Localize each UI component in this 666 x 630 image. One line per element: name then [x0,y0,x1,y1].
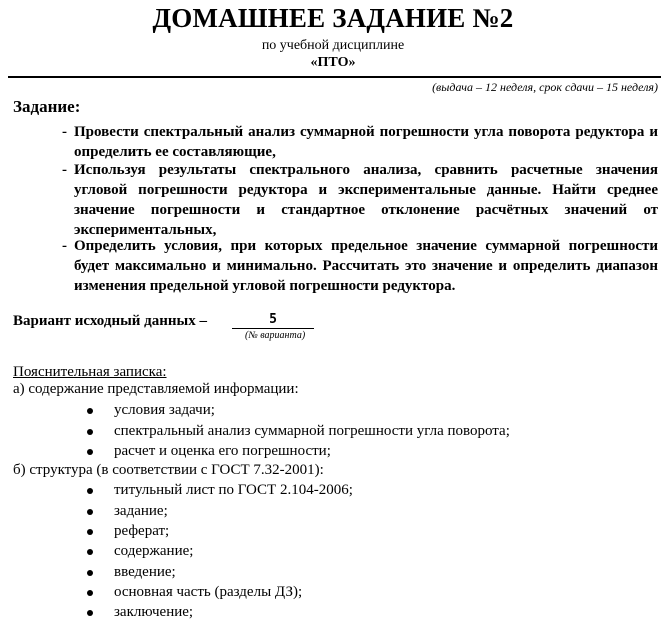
page-subtitle: по учебной дисциплине [261,38,405,53]
bullet-dot-icon [87,610,93,616]
task-item-text: Провести спектральный анализ суммарной погрешности угла поворота редуктора и определить ее составляющие, [74,124,658,160]
bullet-dot-icon [87,488,93,494]
variant-caption: (№ варианта) [245,330,306,341]
note-heading: Пояснительная записка: [13,364,167,380]
bullet-dot-icon [87,529,93,535]
deadline-note: (выдача – 12 неделя, срок сдачи – 15 неделя) [432,80,658,94]
bullet-dot-icon [87,509,93,515]
section-a-label: а) содержание представляемой информации: [13,381,299,397]
list-item [114,584,302,601]
task-heading: Задание: [13,97,81,116]
task-item [62,160,658,240]
bullet-dot-icon [87,570,93,576]
variant-label: Вариант исходный данных – [13,313,208,329]
list-item [114,423,510,440]
task-item-text: Используя результаты спектрального анализа, сравнить расчетные значения угловой погрешности редуктора и экспериментальные данные. Найти среднее значение погрешности и стандартное отклонение расчётных значений от экспериментальных, [74,162,658,238]
list-item-text: реферат; [114,523,170,539]
list-item [114,402,215,419]
dash-marker: - [62,124,67,140]
dash-marker: - [62,162,67,178]
bullet-dot-icon [87,408,93,414]
bullet-dot-icon [87,449,93,455]
header-divider [8,76,661,78]
bullet-dot-icon [87,590,93,596]
list-item-text: титульный лист по ГОСТ 2.104-2006; [114,482,353,498]
list-item-text: спектральный анализ суммарной погрешности угла поворота; [114,423,510,439]
dash-marker: - [62,238,67,254]
list-item-text: содержание; [114,543,194,559]
page-title: ДОМАШНЕЕ ЗАДАНИЕ №2 [152,3,514,33]
list-item [114,503,168,520]
task-item-text: Определить условия, при которых предельное значение суммарной погрешности будет максимально и минимально. Рассчитать это значение и определить диапазон изменения предельной угловой погрешности редуктора. [74,238,658,294]
task-item [62,236,658,296]
list-item [114,543,193,560]
list-item [114,523,169,540]
list-item [114,482,353,499]
variant-value: 5 [232,312,314,329]
course-name: «ПТО» [310,55,356,70]
bullet-dot-icon [87,429,93,435]
list-item-text: условия задачи; [114,402,215,418]
list-item-text: основная часть (разделы ДЗ); [114,584,303,600]
list-item [114,604,193,621]
task-item [62,122,658,162]
list-item-text: введение; [114,564,176,580]
list-item-text: задание; [114,503,168,519]
bullet-dot-icon [87,549,93,555]
section-b-label: б) структура (в соответствии с ГОСТ 7.32-2001): [13,462,324,478]
list-item [114,443,331,460]
list-item [114,564,176,581]
list-item-text: расчет и оценка его погрешности; [114,443,331,459]
list-item-text: заключение; [114,604,194,620]
